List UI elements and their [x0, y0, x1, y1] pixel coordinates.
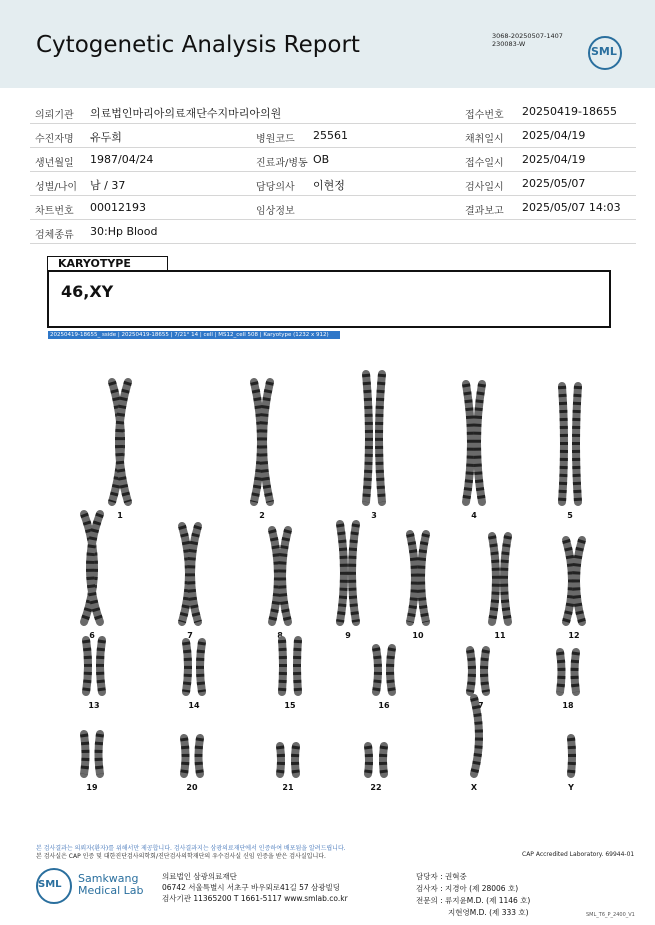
chromosome-15-a — [282, 640, 283, 692]
report-date-label: 결과보고 — [465, 206, 504, 217]
chromosome-11-b — [504, 536, 508, 622]
birth-date: 1987/04/24 — [90, 153, 154, 166]
chromosome-label: Y — [568, 783, 574, 792]
chromosome-19-b — [99, 734, 101, 774]
receipt-no-label: 접수번호 — [465, 110, 504, 121]
form-code: SML_T6_P_2400_V1 — [586, 912, 635, 918]
chromosome-12-b — [576, 540, 582, 622]
chromosome-label: 4 — [471, 511, 477, 520]
collection-date: 2025/04/19 — [522, 129, 586, 142]
chromosome-10-a — [410, 534, 415, 622]
chromosome-20-a — [184, 738, 186, 774]
name-label: 수진자명 — [35, 134, 74, 145]
chromosome-14-b — [200, 642, 202, 692]
test-date: 2025/05/07 — [522, 177, 586, 190]
chromosome-label: 3 — [371, 511, 377, 520]
chromosome-label: 1 — [117, 511, 123, 520]
chromosome-2-b — [263, 382, 270, 502]
chromosome-label: 10 — [412, 631, 424, 640]
address-line1: 의료법인 삼광의료재단 — [162, 872, 237, 881]
chromosome-label: 8 — [277, 631, 283, 640]
chromosome-3-b — [379, 374, 382, 502]
info-row — [30, 196, 636, 220]
chromosome-19-a — [84, 734, 86, 774]
report-header — [0, 0, 655, 88]
footer-signatures — [416, 871, 530, 919]
document-code — [492, 32, 563, 48]
sex-age-label: 성별/나이 — [35, 182, 78, 193]
chromosome-8-a — [272, 530, 278, 622]
chromosome-18-a — [560, 652, 562, 692]
report-title: Cytogenetic Analysis Report — [36, 32, 360, 58]
chromosome-y — [571, 738, 572, 774]
sign-line2: 검사자 : 지경아 (제 28006 호) — [416, 884, 519, 893]
karyotype-result: 46,XY — [61, 282, 114, 301]
chromosome-label: 14 — [188, 701, 200, 710]
chromosome-16-a — [376, 648, 378, 692]
birth-label: 생년월일 — [35, 158, 74, 169]
chromosome-label: 18 — [562, 701, 574, 710]
chromosome-21-a — [280, 746, 281, 774]
chromosome-5-b — [576, 386, 578, 502]
chromosome-8-b — [282, 530, 288, 622]
info-row — [30, 124, 636, 148]
footer-address — [162, 871, 348, 904]
collection-date-label: 채취일시 — [465, 134, 504, 145]
chromosome-9-b — [352, 524, 356, 622]
chromosome-label: 19 — [86, 783, 98, 792]
report-date: 2025/05/07 14:03 — [522, 201, 621, 214]
requesting-org-label: 의뢰기관 — [35, 110, 74, 121]
chromosome-20-b — [199, 738, 201, 774]
logo-name-line2: Medical Lab — [78, 884, 144, 897]
dept: OB — [313, 153, 330, 166]
receipt-date: 2025/04/19 — [522, 153, 586, 166]
chromosome-4-a — [466, 384, 471, 502]
receipt-no: 20250419-18655 — [522, 105, 617, 118]
chromosome-label: 7 — [187, 631, 193, 640]
chromosome-label: X — [470, 783, 478, 792]
requesting-org: 의료법인마리아의료재단수지마리아의원 — [90, 107, 282, 120]
clinical-label: 임상정보 — [256, 206, 295, 217]
test-date-label: 검사일시 — [465, 182, 504, 193]
sml-logo-text: SML — [591, 45, 617, 58]
sign-line3: 전문의 : 류지윤M.D. (제 1146 호) — [416, 896, 531, 905]
chromosome-label: 15 — [284, 701, 296, 710]
document-code-line2: 230083-W — [492, 40, 526, 48]
patient-name: 유두희 — [90, 131, 122, 144]
info-row — [30, 220, 636, 244]
chromosome-label: 13 — [88, 701, 100, 710]
chromosome-18-b — [575, 652, 577, 692]
chromosome-label: 20 — [186, 783, 198, 792]
chromosome-16-b — [390, 648, 392, 692]
chromosome-label: 2 — [259, 511, 265, 520]
chromosome-label: 22 — [370, 783, 382, 792]
footer-logo-name — [78, 873, 144, 897]
chromosome-9-a — [340, 524, 344, 622]
address-line3: 검사기관 11365200 T 1661-5117 www.smlab.co.kr — [162, 894, 348, 903]
chromosome-21-b — [295, 746, 296, 774]
karyotype-tab: KARYOTYPE — [47, 256, 168, 270]
doctor-label: 담당의사 — [256, 182, 295, 193]
chromosome-label: 16 — [378, 701, 390, 710]
sign-line4: 지현영M.D. (제 333 호) — [448, 908, 529, 917]
info-row — [30, 172, 636, 196]
karyogram-image — [44, 342, 610, 802]
info-row — [30, 148, 636, 172]
chart-no-label: 차트번호 — [35, 206, 74, 217]
chromosome-3-a — [366, 374, 369, 502]
sex-age: 남 / 37 — [90, 179, 126, 192]
receipt-date-label: 접수일시 — [465, 158, 504, 169]
chart-no: 00012193 — [90, 201, 146, 214]
sign-line1: 담당자 : 권혁중 — [416, 872, 467, 881]
chromosome-14-a — [186, 642, 188, 692]
chromosome-17-a — [470, 650, 472, 692]
chromosome-label: 17 — [472, 701, 484, 710]
chromosome-17-b — [484, 650, 486, 692]
dept-label: 진료과/병동 — [256, 158, 308, 169]
chromosome-label: 9 — [345, 631, 351, 640]
chromosome-x — [474, 698, 479, 774]
chromosome-13-a — [86, 640, 88, 692]
hospital-code-label: 병원코드 — [256, 134, 295, 145]
karyotype-result-box — [47, 270, 611, 328]
chromosome-label: 6 — [89, 631, 95, 640]
hospital-code: 25561 — [313, 129, 348, 142]
chromosome-13-b — [100, 640, 102, 692]
footer-note-disclaimer: 본 검사결과는 의뢰자(환자)를 위해서만 제공합니다. 검사결과지는 삼광의료재단에서 인증하여 배포됨을 알려드립니다. — [36, 845, 346, 852]
chromosome-11-a — [492, 536, 496, 622]
cap-accreditation: CAP Accredited Laboratory. 69944-01 — [522, 851, 635, 858]
chromosome-label: 21 — [282, 783, 294, 792]
chromosome-22-b — [383, 746, 384, 774]
chromosome-label: 12 — [568, 631, 580, 640]
specimen: 30:Hp Blood — [90, 225, 158, 238]
chromosome-15-b — [297, 640, 298, 692]
footer-note-accreditation: 본 검사실은 CAP 인증 및 대한진단검사의학회/진단검사의학재단의 우수검사실 신임 인증을 받은 검사실입니다. — [36, 853, 326, 860]
chromosome-5-a — [562, 386, 564, 502]
chromosome-10-b — [421, 534, 426, 622]
info-row — [30, 100, 636, 124]
chromosome-4-b — [477, 384, 482, 502]
document-code-line1: 3068-20250507-1407 — [492, 32, 563, 40]
logo-name-line1: Samkwang — [78, 872, 139, 885]
chromosome-label: 11 — [494, 631, 506, 640]
karyogram-image-caption: 20250419-18655_ sside | 20250419-18655 | 7/21° 14 | cell | MS12_cell 508 | Karyotype (1232 x 912) — [48, 331, 340, 339]
specimen-label: 검체종류 — [35, 230, 74, 241]
chromosome-22-a — [368, 746, 369, 774]
address-line2: 06742 서울특별시 서초구 바우뫼로41길 57 삼광빌딩 — [162, 883, 341, 892]
doctor: 이현정 — [313, 179, 345, 192]
chromosome-12-a — [566, 540, 572, 622]
chromosome-label: 5 — [567, 511, 573, 520]
footer-logo-sml: SML — [38, 879, 62, 890]
chromosome-7-b — [191, 526, 198, 622]
